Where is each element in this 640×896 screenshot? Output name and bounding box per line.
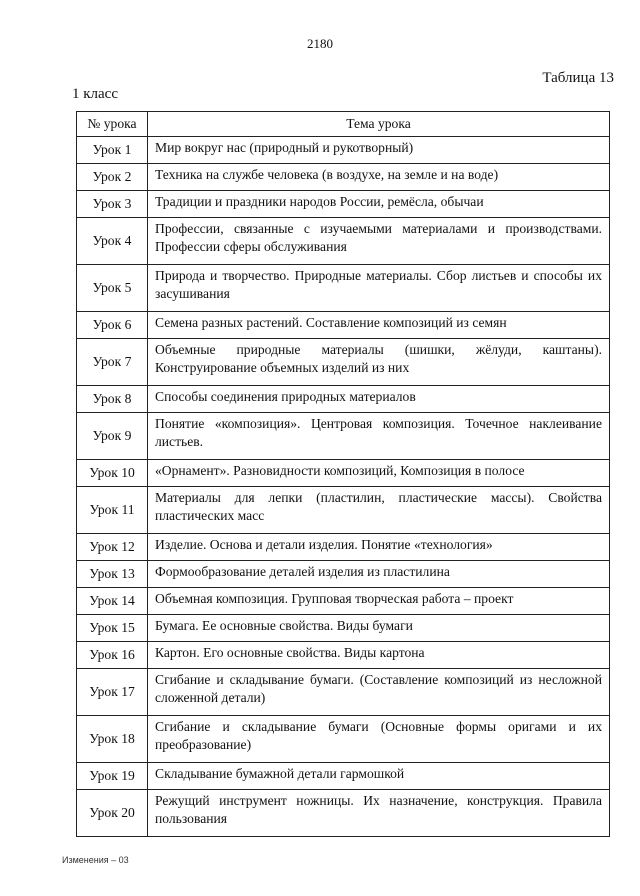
lesson-topic: Природа и творчество. Природные материалы. Сбор листьев и способы их засушивания bbox=[148, 265, 610, 312]
lesson-topic: Семена разных растений. Составление композиций из семян bbox=[148, 312, 610, 339]
lesson-number: Урок 7 bbox=[77, 339, 148, 386]
lesson-number: Урок 17 bbox=[77, 669, 148, 716]
table-row bbox=[77, 460, 610, 487]
table-row bbox=[77, 615, 610, 642]
lesson-number: Урок 8 bbox=[77, 386, 148, 413]
column-header-lesson-topic: Тема урока bbox=[148, 112, 610, 137]
table-row bbox=[77, 164, 610, 191]
table-row bbox=[77, 265, 610, 312]
table-row bbox=[77, 191, 610, 218]
lesson-number: Урок 20 bbox=[77, 790, 148, 837]
table-row bbox=[77, 137, 610, 164]
column-header-lesson-number: № урока bbox=[77, 112, 148, 137]
table-row bbox=[77, 487, 610, 534]
table-row bbox=[77, 534, 610, 561]
lesson-topic: Материалы для лепки (пластилин, пластические массы). Свойства пластических масс bbox=[148, 487, 610, 534]
lesson-number: Урок 13 bbox=[77, 561, 148, 588]
lesson-number: Урок 6 bbox=[77, 312, 148, 339]
lesson-number: Урок 11 bbox=[77, 487, 148, 534]
table-row bbox=[77, 413, 610, 460]
lesson-topic: Картон. Его основные свойства. Виды картона bbox=[148, 642, 610, 669]
lesson-number: Урок 16 bbox=[77, 642, 148, 669]
table-row bbox=[77, 642, 610, 669]
lesson-number: Урок 3 bbox=[77, 191, 148, 218]
lesson-topic: Техника на службе человека (в воздухе, на земле и на воде) bbox=[148, 164, 610, 191]
lesson-number: Урок 2 bbox=[77, 164, 148, 191]
lessons-table bbox=[76, 111, 610, 837]
lesson-topic: Формообразование деталей изделия из пластилина bbox=[148, 561, 610, 588]
lesson-number: Урок 4 bbox=[77, 218, 148, 265]
table-row bbox=[77, 218, 610, 265]
lesson-number: Урок 12 bbox=[77, 534, 148, 561]
table-header-row bbox=[77, 112, 610, 137]
lesson-topic: Объемная композиция. Групповая творческая работа – проект bbox=[148, 588, 610, 615]
table-row bbox=[77, 763, 610, 790]
lesson-topic: Бумага. Ее основные свойства. Виды бумаги bbox=[148, 615, 610, 642]
page-number: 2180 bbox=[307, 36, 333, 51]
lesson-topic: Объемные природные материалы (шишки, жёлуди, каштаны). Конструирование объемных изделий из них bbox=[148, 339, 610, 386]
lesson-topic: Традиции и праздники народов России, ремёсла, обычаи bbox=[148, 191, 610, 218]
footer-revision-note: Изменения – 03 bbox=[62, 855, 129, 865]
lesson-number: Урок 9 bbox=[77, 413, 148, 460]
table-row bbox=[77, 339, 610, 386]
table-row bbox=[77, 561, 610, 588]
grade-label: 1 класс bbox=[72, 86, 118, 102]
lesson-topic: Способы соединения природных материалов bbox=[148, 386, 610, 413]
lesson-topic: Сгибание и складывание бумаги. (Составление композиций из несложной сложенной детали) bbox=[148, 669, 610, 716]
lesson-topic: Профессии, связанные с изучаемыми материалами и производствами. Профессии сферы обслуживания bbox=[148, 218, 610, 265]
table-row bbox=[77, 669, 610, 716]
table-row bbox=[77, 790, 610, 837]
lesson-number: Урок 18 bbox=[77, 716, 148, 763]
lesson-topic: Понятие «композиция». Центровая композиция. Точечное наклеивание листьев. bbox=[148, 413, 610, 460]
lesson-number: Урок 5 bbox=[77, 265, 148, 312]
lesson-number: Урок 15 bbox=[77, 615, 148, 642]
lesson-topic: «Орнамент». Разновидности композиций, Композиция в полосе bbox=[148, 460, 610, 487]
table-caption: Таблица 13 bbox=[542, 70, 614, 86]
table-row bbox=[77, 716, 610, 763]
lesson-number: Урок 10 bbox=[77, 460, 148, 487]
table-row bbox=[77, 386, 610, 413]
lesson-topic: Мир вокруг нас (природный и рукотворный) bbox=[148, 137, 610, 164]
lesson-topic: Сгибание и складывание бумаги (Основные формы оригами и их преобразование) bbox=[148, 716, 610, 763]
lesson-number: Урок 14 bbox=[77, 588, 148, 615]
lesson-topic: Изделие. Основа и детали изделия. Понятие «технология» bbox=[148, 534, 610, 561]
table-row bbox=[77, 588, 610, 615]
lesson-topic: Складывание бумажной детали гармошкой bbox=[148, 763, 610, 790]
lesson-number: Урок 19 bbox=[77, 763, 148, 790]
table-row bbox=[77, 312, 610, 339]
lesson-number: Урок 1 bbox=[77, 137, 148, 164]
lesson-topic: Режущий инструмент ножницы. Их назначение, конструкция. Правила пользования bbox=[148, 790, 610, 837]
